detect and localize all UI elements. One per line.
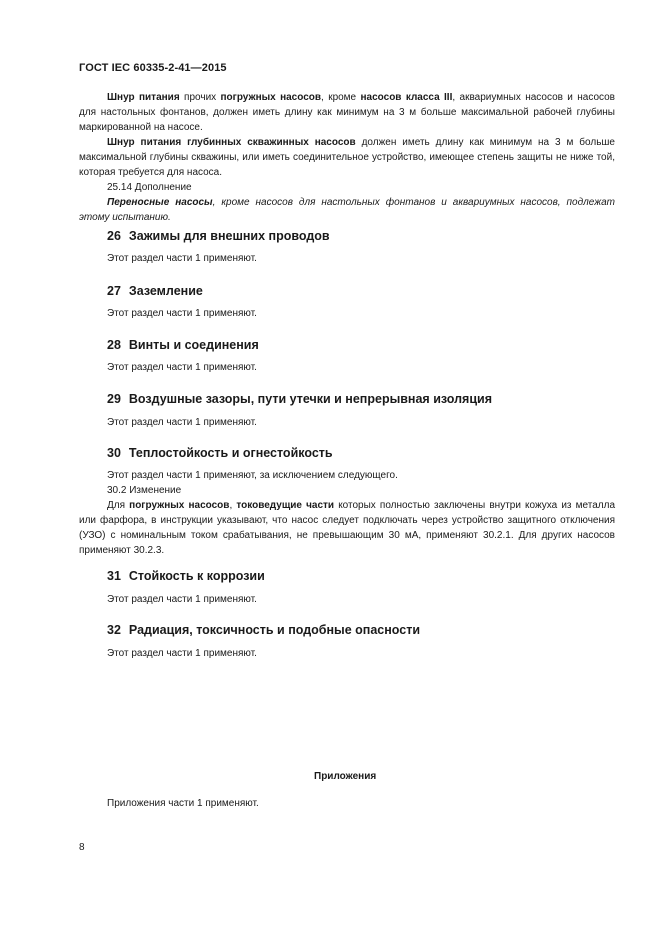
section-31-title: 31 Стойкость к коррозии <box>107 569 265 583</box>
section-26-text: Этот раздел части 1 применяют. <box>107 253 257 264</box>
section-32-text: Этот раздел части 1 применяют. <box>107 648 257 659</box>
section-30-body <box>79 468 615 558</box>
intro-block <box>79 90 615 225</box>
section-31-text: Этот раздел части 1 применяют. <box>107 594 257 605</box>
paragraph-borehole-cord: Шнур питания глубинных скважинных насосов должен иметь длину как минимум на 3 м больше максимальной глубины скважины, или иметь соединительное устройство, имеющее степень защиты не ниже той, которая требуется для насоса. <box>79 137 615 178</box>
section-27-title: 27 Заземление <box>107 284 203 298</box>
paragraph-30-2: Для погружных насосов, токоведущие части которых полностью заключены внутри кожуха из металла или фарфора, в инструкции указывают, что насос следует подключать через устройство защитного отключения (УЗО) с номинальным током срабатывания, не превышающим 30 мА, применяют 30.2.1. Для других насосов применяют 30.2.3. <box>79 500 616 556</box>
section-29-text: Этот раздел части 1 применяют. <box>107 417 257 428</box>
appendix-text: Приложения части 1 применяют. <box>107 798 259 809</box>
page-number: 8 <box>79 842 85 853</box>
clause-30-2: 30.2 Изменение <box>107 485 182 496</box>
section-32-title: 32 Радиация, токсичность и подобные опасности <box>107 623 421 637</box>
section-28-title: 28 Винты и соединения <box>107 338 259 352</box>
section-28-text: Этот раздел части 1 применяют. <box>107 362 257 373</box>
document-header: ГОСТ IEC 60335-2-41—2015 <box>79 62 227 74</box>
section-26-title: 26 Зажимы для внешних проводов <box>107 229 330 243</box>
paragraph-power-cord: Шнур питания прочих погружных насосов, кроме насосов класса III, аквариумных насосов и насосов для настольных фонтанов, должен иметь длину как минимум на 3 м больше максимальной рабочей глубины маркированной на насосе. <box>79 92 615 133</box>
section-30-text: Этот раздел части 1 применяют, за исключением следующего. <box>107 470 398 481</box>
section-29-title: 29 Воздушные зазоры, пути утечки и непрерывная изоляция <box>107 392 493 406</box>
paragraph-portable-pumps: Переносные насосы, кроме насосов для настольных фонтанов и аквариумных насосов, подлежат этому испытанию. <box>79 197 615 223</box>
section-30-title: 30 Теплостойкость и огнестойкость <box>107 446 333 460</box>
section-27-text: Этот раздел части 1 применяют. <box>107 308 257 319</box>
appendix-title: Приложения <box>314 771 377 782</box>
clause-25-14: 25.14 Дополнение <box>107 182 192 193</box>
